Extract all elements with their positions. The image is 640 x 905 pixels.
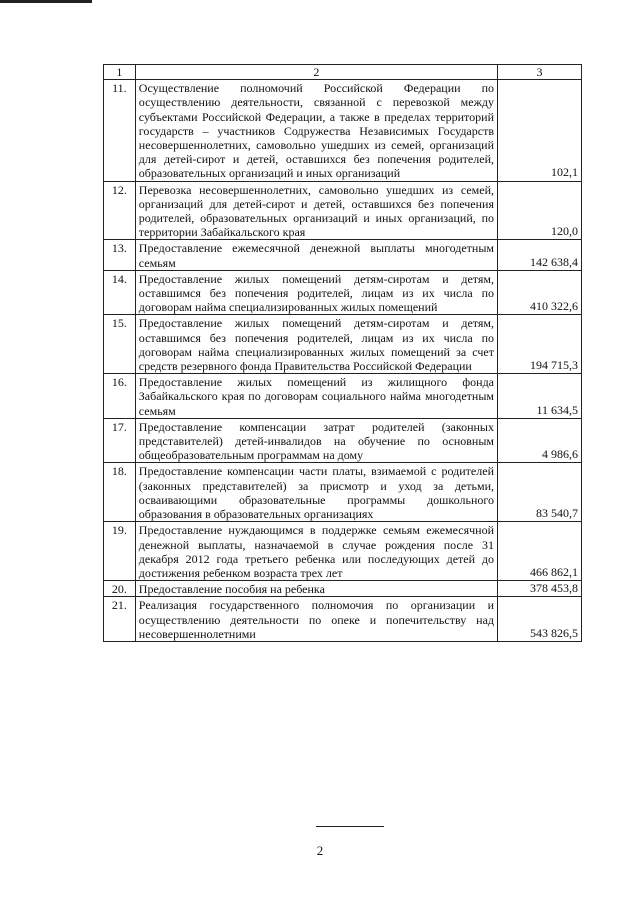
end-separator-line (316, 826, 384, 827)
row-value: 142 638,4 (498, 240, 582, 270)
row-number: 13. (104, 240, 136, 270)
table-row (104, 240, 582, 270)
row-number: 17. (104, 418, 136, 463)
header-row (104, 65, 582, 80)
row-number: 21. (104, 597, 136, 642)
table-row (104, 374, 582, 419)
row-value: 11 634,5 (498, 374, 582, 419)
row-text: Перевозка несовершеннолетних, самовольно ушедших из семей, организаций для детей-сирот и детей, оставшихся без попечения родителей, образовательных организаций и иных организаций, по территории Забайкальского края (135, 181, 497, 240)
page-number: 2 (316, 843, 324, 858)
table-row (104, 597, 582, 642)
row-value: 466 862,1 (498, 522, 582, 581)
row-value: 378 453,8 (498, 581, 582, 597)
row-number: 11. (104, 80, 136, 181)
table-row (104, 522, 582, 581)
row-number: 16. (104, 374, 136, 419)
row-number: 20. (104, 581, 136, 597)
row-value: 4 986,6 (498, 418, 582, 463)
row-text: Предоставление жилых помещений детям-сиротам и детям, оставшимся без попечения родителей, лицам из их числа по договорам найма специализированных жилых помещений (135, 270, 497, 315)
row-number: 18. (104, 463, 136, 522)
row-value: 120,0 (498, 181, 582, 240)
row-number: 14. (104, 270, 136, 315)
row-text: Предоставление компенсации части платы, взимаемой с родителей (законных представителей) за присмотр и уход за детьми, осваивающими образовательные программы дошкольного образования в образовательных организациях (135, 463, 497, 522)
top-scan-mark (0, 0, 92, 3)
row-number: 15. (104, 315, 136, 374)
row-value: 194 715,3 (498, 315, 582, 374)
row-text: Осуществление полномочий Российской Федерации по осуществлению деятельности, связанной с перевозкой между субъектами Российской Федерации, а также в пределах территорий государств – участников Содружества Независимых Государств несовершеннолетних, самовольно ушедших из семей, организаций для детей-сирот и детей, оставшихся без попечения родителей, образовательных организаций и иных организаций (135, 80, 497, 181)
row-text: Предоставление пособия на ребенка (135, 581, 497, 597)
header-col-2: 2 (135, 65, 497, 80)
table-row (104, 418, 582, 463)
table-row (104, 581, 582, 597)
table-row (104, 80, 582, 181)
header-col-3: 3 (498, 65, 582, 80)
header-col-1: 1 (104, 65, 136, 80)
table-row (104, 181, 582, 240)
row-value: 102,1 (498, 80, 582, 181)
table-row (104, 463, 582, 522)
row-number: 19. (104, 522, 136, 581)
row-number: 12. (104, 181, 136, 240)
row-value: 83 540,7 (498, 463, 582, 522)
row-value: 543 826,5 (498, 597, 582, 642)
table-row (104, 270, 582, 315)
row-text: Реализация государственного полномочия по организации и осуществлению деятельности по опеке и попечительству над несовершеннолетними (135, 597, 497, 642)
row-text: Предоставление жилых помещений детям-сиротам и детям, оставшимся без попечения родителей, лицам из их числа по договорам найма специализированных жилых помещений за счет средств резервного фонда Правительства Российской Федерации (135, 315, 497, 374)
row-text: Предоставление компенсации затрат родителей (законных представителей) детей-инвалидов на обучение по основным общеобразовательным программам на дому (135, 418, 497, 463)
row-text: Предоставление ежемесячной денежной выплаты многодетным семьям (135, 240, 497, 270)
row-text: Предоставление нуждающимся в поддержке семьям ежемесячной денежной выплаты, назначаемой в случае рождения после 31 декабря 2012 года третьего ребенка или последующих детей до достижения ребенком возраста трех лет (135, 522, 497, 581)
row-text: Предоставление жилых помещений из жилищного фонда Забайкальского края по договорам социального найма многодетным семьям (135, 374, 497, 419)
table-row (104, 315, 582, 374)
budget-table (103, 64, 582, 642)
row-value: 410 322,6 (498, 270, 582, 315)
